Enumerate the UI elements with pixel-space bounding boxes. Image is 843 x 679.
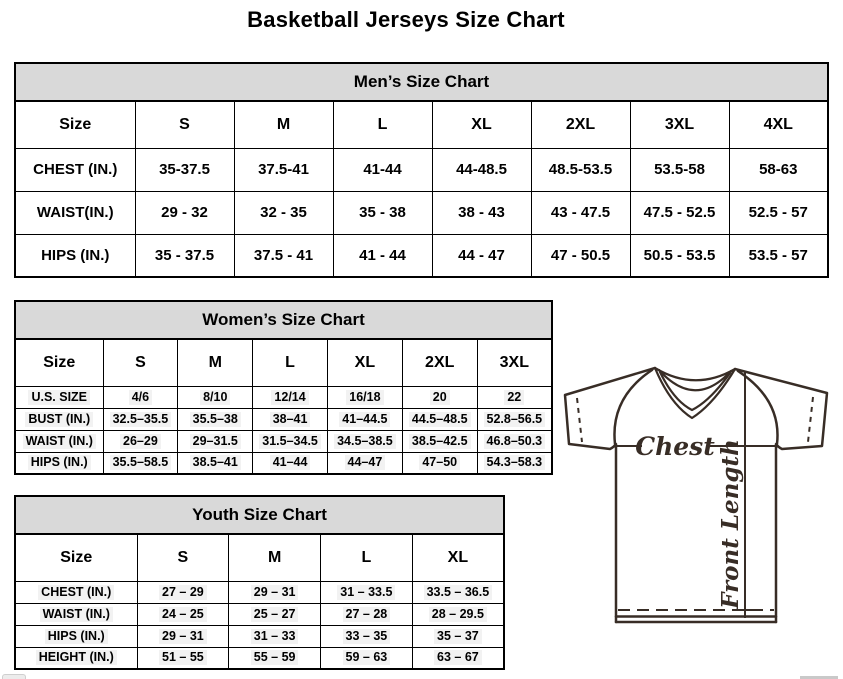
size-value-cell	[477, 386, 552, 408]
womens-size-chart-table	[14, 300, 553, 475]
size-value: 27 – 28	[343, 607, 391, 622]
column-header: M	[229, 534, 321, 581]
size-value-cell	[103, 430, 178, 452]
table-row	[15, 430, 552, 452]
size-value: 58-63	[759, 161, 798, 178]
size-value-cell	[178, 408, 253, 430]
table-row	[15, 148, 828, 191]
size-value-cell	[137, 603, 229, 625]
size-value: 35.5–38	[190, 412, 241, 427]
size-value-cell	[402, 452, 477, 474]
row-label: WAIST (IN.)	[23, 434, 96, 449]
scrollbar-fragment-left[interactable]	[2, 674, 26, 679]
table-row	[15, 647, 504, 669]
chest-label: Chest	[635, 432, 715, 461]
column-header: 2XL	[402, 339, 477, 386]
size-value: 55 – 59	[251, 650, 299, 665]
row-label: WAIST (IN.)	[40, 607, 113, 622]
size-value: 27 – 29	[159, 585, 207, 600]
size-value: 52.8–56.5	[484, 412, 546, 427]
size-value: 32.5–35.5	[110, 412, 172, 427]
size-value: 47–50	[419, 455, 460, 470]
row-label: CHEST (IN.)	[38, 585, 114, 600]
column-header: S	[137, 534, 229, 581]
size-value-cell	[229, 603, 321, 625]
size-value: 43 - 47.5	[550, 204, 611, 221]
size-value-cell	[630, 234, 729, 277]
row-label: CHEST (IN.)	[33, 161, 118, 178]
size-value: 59 – 63	[343, 650, 391, 665]
size-value-cell	[327, 430, 402, 452]
size-value: 48.5-53.5	[548, 161, 613, 178]
size-value: 16/18	[346, 390, 383, 405]
size-value-cell	[178, 430, 253, 452]
size-value: 52.5 - 57	[748, 204, 808, 221]
size-value-cell	[432, 191, 531, 234]
size-value-cell	[327, 408, 402, 430]
row-label-cell	[15, 408, 103, 430]
column-header: L	[321, 534, 413, 581]
size-value: 8/10	[200, 390, 230, 405]
youth-size-chart-table	[14, 495, 505, 670]
table-title: Youth Size Chart	[15, 496, 504, 534]
jersey-right-armhole-seam	[738, 371, 778, 444]
size-value-cell	[477, 430, 552, 452]
size-value: 34.5–38.5	[334, 434, 396, 449]
size-value-cell	[333, 234, 432, 277]
row-label: WAIST(IN.)	[36, 204, 114, 221]
size-value-cell	[412, 647, 504, 669]
size-value-cell	[135, 234, 234, 277]
size-value-cell	[103, 408, 178, 430]
size-value-cell	[630, 148, 729, 191]
size-value: 38–41	[270, 412, 311, 427]
column-header: 4XL	[729, 101, 828, 148]
column-header-row	[15, 339, 552, 386]
size-value-cell	[477, 408, 552, 430]
size-value: 29 - 32	[161, 204, 208, 221]
size-value-cell	[327, 386, 402, 408]
row-label: HIPS (IN.)	[45, 629, 108, 644]
size-value-cell	[531, 234, 630, 277]
table-row	[15, 452, 552, 474]
size-value: 41–44	[270, 455, 311, 470]
size-value: 33 – 35	[343, 629, 391, 644]
size-value-cell	[432, 234, 531, 277]
size-value: 41-44	[363, 161, 402, 178]
column-header: Size	[15, 534, 137, 581]
row-label-cell	[15, 430, 103, 452]
row-label-cell	[15, 625, 137, 647]
size-value-cell	[253, 430, 328, 452]
table-row	[15, 408, 552, 430]
column-header: XL	[327, 339, 402, 386]
size-value: 44-48.5	[456, 161, 507, 178]
size-value: 35 - 38	[359, 204, 406, 221]
size-value-cell	[135, 191, 234, 234]
size-value-cell	[432, 148, 531, 191]
column-header-row	[15, 101, 828, 148]
column-header: Size	[15, 101, 135, 148]
size-value: 35 - 37.5	[154, 246, 215, 264]
size-value: 35-37.5	[159, 161, 210, 178]
row-label: HIPS (IN.)	[41, 246, 110, 264]
size-value-cell	[477, 452, 552, 474]
table-row	[15, 581, 504, 603]
size-value: 38 - 43	[458, 204, 505, 221]
size-value-cell	[103, 386, 178, 408]
size-value: 44–47	[345, 455, 386, 470]
table-row	[15, 234, 828, 277]
column-header: XL	[412, 534, 504, 581]
row-label: U.S. SIZE	[28, 390, 90, 405]
column-header: Size	[15, 339, 103, 386]
column-header: L	[333, 101, 432, 148]
size-value-cell	[333, 191, 432, 234]
size-value-cell	[729, 234, 828, 277]
size-value-cell	[137, 625, 229, 647]
size-value-cell	[234, 191, 333, 234]
mens-size-chart-table	[14, 62, 829, 278]
size-value: 32 - 35	[260, 204, 307, 221]
size-value-cell	[178, 386, 253, 408]
size-value: 25 – 27	[251, 607, 299, 622]
size-value-cell	[327, 452, 402, 474]
size-value: 12/14	[271, 390, 308, 405]
size-value: 38.5–41	[190, 455, 241, 470]
column-header: L	[253, 339, 328, 386]
size-value: 37.5 - 41	[253, 246, 314, 264]
size-value: 37.5-41	[258, 161, 309, 178]
jersey-hem	[616, 617, 776, 623]
row-label-cell	[15, 191, 135, 234]
row-label-cell	[15, 452, 103, 474]
size-value-cell	[412, 581, 504, 603]
column-header: M	[178, 339, 253, 386]
row-label: HEIGHT (IN.)	[36, 650, 117, 665]
size-value: 41–44.5	[339, 412, 390, 427]
size-value-cell	[321, 581, 413, 603]
size-value-cell	[253, 408, 328, 430]
row-label-cell	[15, 581, 137, 603]
size-value-cell	[229, 625, 321, 647]
size-value-cell	[321, 647, 413, 669]
size-value: 44.5–48.5	[409, 412, 471, 427]
size-value: 26–29	[120, 434, 161, 449]
size-value: 35 – 37	[434, 629, 482, 644]
row-label-cell	[15, 148, 135, 191]
size-value-cell	[402, 408, 477, 430]
size-value: 53.5 - 57	[748, 246, 808, 264]
right-cuff-dashed-line	[808, 397, 813, 442]
table-row	[15, 191, 828, 234]
table-title: Women’s Size Chart	[15, 301, 552, 339]
size-value-cell	[321, 625, 413, 647]
size-value-cell	[253, 386, 328, 408]
table-row	[15, 603, 504, 625]
size-value: 22	[504, 390, 524, 405]
size-value: 44 - 47	[458, 246, 505, 264]
size-value: 31 – 33	[251, 629, 299, 644]
size-value-cell	[137, 647, 229, 669]
size-value-cell	[412, 625, 504, 647]
size-value: 29 – 31	[251, 585, 299, 600]
size-value: 46.8–50.3	[484, 434, 546, 449]
size-value: 38.5–42.5	[409, 434, 471, 449]
table-title: Men’s Size Chart	[15, 63, 828, 101]
size-value: 33.5 – 36.5	[424, 585, 493, 600]
size-value: 24 – 25	[159, 607, 207, 622]
left-cuff-dashed-line	[577, 398, 582, 442]
size-value: 31.5–34.5	[259, 434, 321, 449]
jersey-left-outline	[565, 368, 655, 622]
size-value: 54.3–58.3	[484, 455, 546, 470]
size-value: 28 – 29.5	[429, 607, 487, 622]
table-row	[15, 386, 552, 408]
size-value: 31 – 33.5	[337, 585, 395, 600]
size-value: 47 - 50.5	[550, 246, 611, 264]
size-value: 35.5–58.5	[110, 455, 172, 470]
size-value-cell	[402, 430, 477, 452]
size-value-cell	[234, 148, 333, 191]
column-header: 3XL	[630, 101, 729, 148]
column-header: M	[234, 101, 333, 148]
size-value-cell	[630, 191, 729, 234]
size-value: 29 – 31	[159, 629, 207, 644]
size-value-cell	[229, 581, 321, 603]
row-label-cell	[15, 647, 137, 669]
column-header: S	[135, 101, 234, 148]
column-header-row	[15, 534, 504, 581]
size-value: 51 – 55	[159, 650, 207, 665]
row-label: BUST (IN.)	[25, 412, 93, 427]
size-value-cell	[135, 148, 234, 191]
size-value-cell	[531, 148, 630, 191]
size-value-cell	[729, 148, 828, 191]
size-value-cell	[253, 452, 328, 474]
size-value: 4/6	[129, 390, 152, 405]
size-value-cell	[531, 191, 630, 234]
page-title: Basketball Jerseys Size Chart	[247, 7, 565, 32]
size-value-cell	[412, 603, 504, 625]
size-value: 63 – 67	[434, 650, 482, 665]
size-value: 47.5 - 52.5	[643, 204, 716, 221]
size-value-cell	[229, 647, 321, 669]
size-value: 29–31.5	[190, 434, 241, 449]
size-value: 20	[430, 390, 450, 405]
jersey-right-outline	[735, 369, 827, 622]
column-header: XL	[432, 101, 531, 148]
size-value-cell	[234, 234, 333, 277]
column-header: S	[103, 339, 178, 386]
size-value: 41 - 44	[359, 246, 406, 264]
column-header: 2XL	[531, 101, 630, 148]
size-value: 50.5 - 53.5	[643, 246, 716, 264]
size-value-cell	[321, 603, 413, 625]
size-value-cell	[137, 581, 229, 603]
table-row	[15, 625, 504, 647]
front-length-label: Front Length	[717, 439, 744, 609]
row-label-cell	[15, 234, 135, 277]
size-value-cell	[178, 452, 253, 474]
size-value-cell	[729, 191, 828, 234]
size-value-cell	[103, 452, 178, 474]
size-value-cell	[333, 148, 432, 191]
jersey-measurement-diagram	[552, 356, 842, 634]
row-label-cell	[15, 386, 103, 408]
row-label-cell	[15, 603, 137, 625]
size-value: 53.5-58	[654, 161, 705, 178]
column-header: 3XL	[477, 339, 552, 386]
row-label: HIPS (IN.)	[28, 455, 91, 470]
size-value-cell	[402, 386, 477, 408]
